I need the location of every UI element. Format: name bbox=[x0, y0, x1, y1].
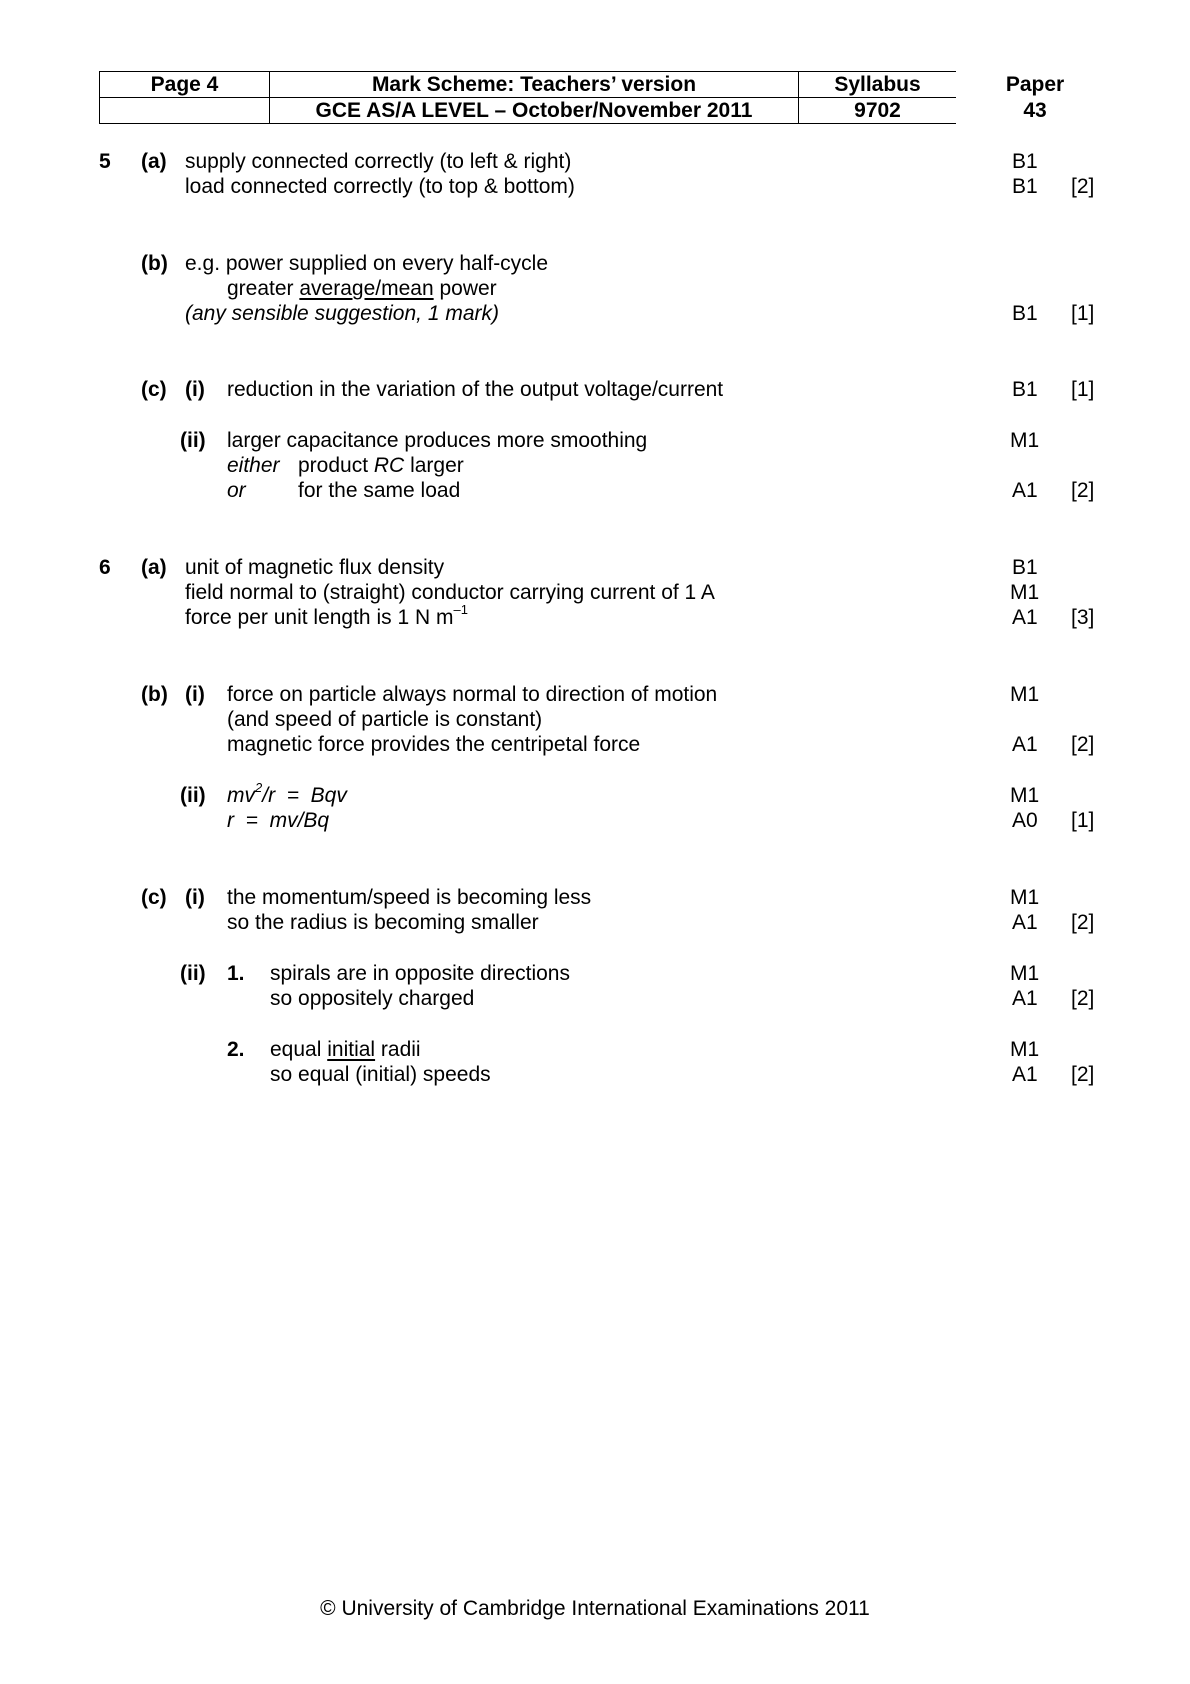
q5cii-either: either bbox=[227, 454, 280, 477]
header-title: Mark Scheme: Teachers’ version bbox=[270, 72, 799, 98]
paper-label: Paper bbox=[1005, 73, 1065, 96]
q6bi-mark2: A1 bbox=[1012, 733, 1038, 756]
q6cii-1-mark2: A1 bbox=[1012, 987, 1038, 1010]
q5cii-mark2: A1 bbox=[1012, 479, 1038, 502]
q5ci-label: (i) bbox=[185, 378, 205, 401]
q6cii-1-total: [2] bbox=[1071, 987, 1095, 1010]
q6a-label: (a) bbox=[141, 556, 167, 579]
q6bi-label: (i) bbox=[185, 683, 205, 706]
q5b-label: (b) bbox=[141, 252, 168, 275]
question-number-5: 5 bbox=[99, 150, 111, 173]
q5a-label: (a) bbox=[141, 150, 167, 173]
q5cii-mark1: M1 bbox=[1010, 429, 1040, 452]
q5b-mark: B1 bbox=[1012, 302, 1038, 325]
q6ci-label: (i) bbox=[185, 886, 205, 909]
q5b-line3: (any sensible suggestion, 1 mark) bbox=[185, 302, 499, 325]
header-table bbox=[99, 71, 956, 124]
syllabus-label: Syllabus bbox=[799, 72, 957, 98]
q5ci-mark: B1 bbox=[1012, 378, 1038, 401]
q6a-line1: unit of magnetic flux density bbox=[185, 556, 445, 579]
q6ci-mark1: M1 bbox=[1010, 886, 1040, 909]
syllabus-value: 9702 bbox=[799, 98, 957, 124]
q6a-mark1: B1 bbox=[1012, 556, 1038, 579]
q5cii-line1: larger capacitance produces more smoothing bbox=[227, 429, 648, 452]
q6bi-line2: (and speed of particle is constant) bbox=[227, 708, 543, 731]
q6a-line2: field normal to (straight) conductor carrying current of 1 A bbox=[185, 581, 715, 604]
q5c-label: (c) bbox=[141, 378, 167, 401]
page-label-empty bbox=[100, 98, 270, 124]
q5b-line2: greater average/mean power bbox=[227, 277, 497, 300]
q5cii-line2: product RC larger bbox=[298, 454, 464, 477]
q5b-line1: e.g. power supplied on every half-cycle bbox=[185, 252, 549, 275]
q5a-line1: supply connected correctly (to left & right) bbox=[185, 150, 572, 173]
q6cii-2-line1: equal initial radii bbox=[270, 1038, 421, 1061]
q5a-mark1: B1 bbox=[1012, 150, 1038, 173]
q6ci-line1: the momentum/speed is becoming less bbox=[227, 886, 592, 909]
paper-value: 43 bbox=[1023, 99, 1047, 122]
header-subtitle: GCE AS/A LEVEL – October/November 2011 bbox=[270, 98, 799, 124]
q6a-total: [3] bbox=[1071, 606, 1095, 629]
q6cii-1-line2: so oppositely charged bbox=[270, 987, 475, 1010]
q6a-line3: force per unit length is 1 N $m^{-1}$ bbox=[185, 602, 468, 629]
q6bi-line1: force on particle always normal to direction of motion bbox=[227, 683, 718, 706]
question-number-6: 6 bbox=[99, 556, 111, 579]
q6cii-2-mark1: M1 bbox=[1010, 1038, 1040, 1061]
q5cii-label: (ii) bbox=[180, 429, 206, 452]
q6cii-2-line2: so equal (initial) speeds bbox=[270, 1063, 491, 1086]
footer-copyright: © University of Cambridge International Examinations 2011 bbox=[320, 1597, 870, 1620]
q6cii-1-mark1: M1 bbox=[1010, 962, 1040, 985]
q6cii-2-label: 2. bbox=[227, 1038, 245, 1061]
q6a-mark2: M1 bbox=[1010, 581, 1040, 604]
q5cii-or: or bbox=[227, 479, 246, 502]
q5a-line2: load connected correctly (to top & bottom) bbox=[185, 175, 575, 198]
q6ci-total: [2] bbox=[1071, 911, 1095, 934]
q5cii-line3: for the same load bbox=[298, 479, 461, 502]
q6bii-line1: $mv^2/r$ = Bqv bbox=[227, 780, 347, 807]
q6bii-line2: r = mv/Bq bbox=[227, 809, 330, 832]
q6bi-line3: magnetic force provides the centripetal force bbox=[227, 733, 641, 756]
q6ci-line2: so the radius is becoming smaller bbox=[227, 911, 539, 934]
q5a-mark2: B1 bbox=[1012, 175, 1038, 198]
q6cii-1-label: 1. bbox=[227, 962, 245, 985]
q6bii-label: (ii) bbox=[180, 784, 206, 807]
q6c-label: (c) bbox=[141, 886, 167, 909]
page-label: Page 4 bbox=[100, 72, 270, 98]
q6ci-mark2: A1 bbox=[1012, 911, 1038, 934]
q6cii-2-total: [2] bbox=[1071, 1063, 1095, 1086]
q6a-mark3: A1 bbox=[1012, 606, 1038, 629]
q5ci-total: [1] bbox=[1071, 378, 1095, 401]
q6cii-2-mark2: A1 bbox=[1012, 1063, 1038, 1086]
q6cii-1-line1: spirals are in opposite directions bbox=[270, 962, 570, 985]
q5cii-total: [2] bbox=[1071, 479, 1095, 502]
q6cii-label: (ii) bbox=[180, 962, 206, 985]
q6bii-mark1: M1 bbox=[1010, 784, 1040, 807]
q6bii-total: [1] bbox=[1071, 809, 1095, 832]
q5ci-text: reduction in the variation of the output voltage/current bbox=[227, 378, 724, 401]
q6bi-total: [2] bbox=[1071, 733, 1095, 756]
q6b-label: (b) bbox=[141, 683, 168, 706]
q5a-total: [2] bbox=[1071, 175, 1095, 198]
q6bii-mark2: A0 bbox=[1012, 809, 1038, 832]
q6bi-mark1: M1 bbox=[1010, 683, 1040, 706]
q5b-total: [1] bbox=[1071, 302, 1095, 325]
